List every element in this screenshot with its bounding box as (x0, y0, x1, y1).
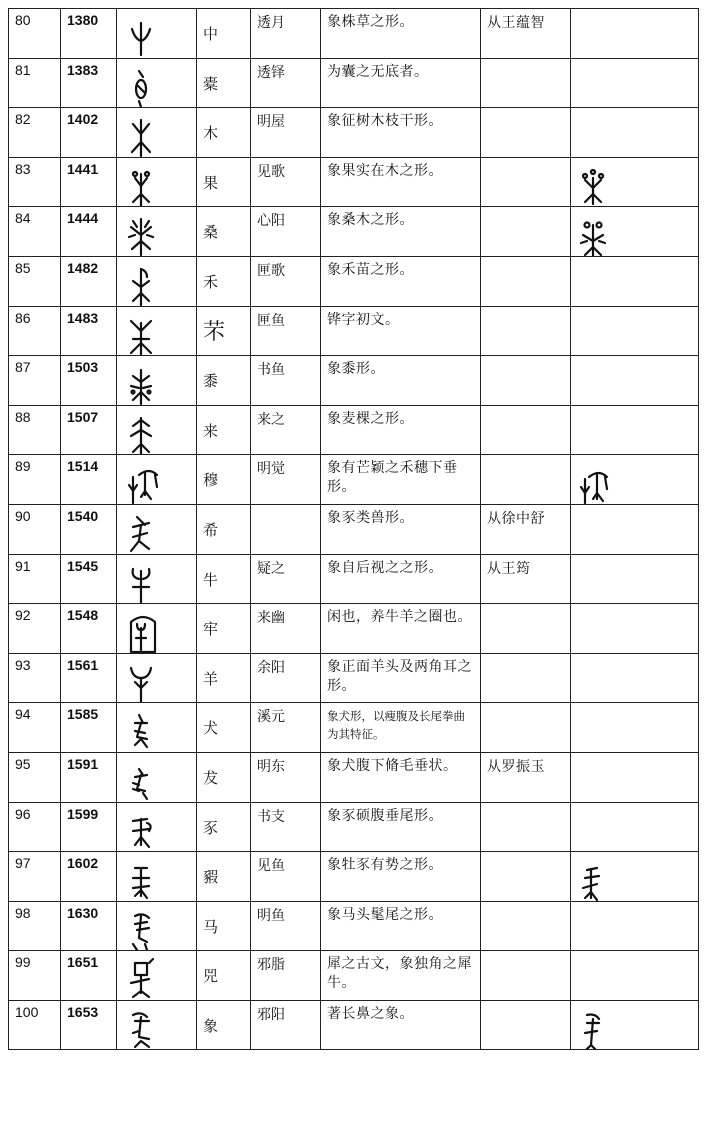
row-number: 85 (9, 256, 61, 306)
table-row (9, 604, 699, 654)
char-code: 1441 (61, 157, 117, 207)
variant-glyph-cell (571, 703, 699, 753)
oracle-glyph-quan-icon (127, 709, 161, 752)
variant-glyph-cell (571, 554, 699, 604)
description: 象有芒颖之禾穗下垂形。 (321, 455, 481, 505)
source-attribution: 从徐中舒 (481, 504, 571, 554)
oracle-glyph-lao-icon (127, 610, 161, 653)
char-code: 1507 (61, 405, 117, 455)
source-attribution (481, 58, 571, 108)
description: 象征树木枝干形。 (321, 108, 481, 158)
oracle-glyph-cell (117, 802, 197, 852)
oracle-glyph-zhong-icon (127, 15, 161, 58)
source-attribution (481, 356, 571, 406)
row-number: 94 (9, 703, 61, 753)
table-row (9, 455, 699, 505)
oracle-glyph-cell (117, 951, 197, 1001)
char-code: 1444 (61, 207, 117, 257)
char-code: 1653 (61, 1000, 117, 1050)
variant-glyph-cell (571, 504, 699, 554)
source-attribution (481, 653, 571, 703)
phonetic-category: 明鱼 (251, 901, 321, 951)
char-code: 1380 (61, 9, 117, 59)
phonetic-category: 明觉 (251, 455, 321, 505)
oracle-glyph-si-icon (127, 957, 161, 1000)
row-number: 99 (9, 951, 61, 1001)
modern-character: 犬 (197, 703, 251, 753)
row-number: 83 (9, 157, 61, 207)
char-code: 1383 (61, 58, 117, 108)
oracle-glyph-cell (117, 9, 197, 59)
modern-character: 羊 (197, 653, 251, 703)
phonetic-category: 透铎 (251, 58, 321, 108)
oracle-glyph-xi-icon (127, 511, 161, 554)
oracle-glyph-yang-icon (127, 660, 161, 703)
description: 象豕硕腹垂尾形。 (321, 802, 481, 852)
modern-character: 中 (197, 9, 251, 59)
oracle-glyph-niu-icon (127, 561, 161, 604)
description: 象桑木之形。 (321, 207, 481, 257)
oracle-glyph-cell (117, 207, 197, 257)
char-code: 1540 (61, 504, 117, 554)
description: 象禾苗之形。 (321, 256, 481, 306)
oracle-glyph-cell (117, 554, 197, 604)
phonetic-category: 透月 (251, 9, 321, 59)
variant-glyph-cell (571, 1000, 699, 1050)
row-number: 81 (9, 58, 61, 108)
oracle-glyph-he-icon (127, 263, 161, 306)
modern-character: 犮 (197, 752, 251, 802)
modern-character: 兕 (197, 951, 251, 1001)
row-number: 88 (9, 405, 61, 455)
oracle-glyph-ma-icon (127, 908, 161, 951)
description: 象株草之形。 (321, 9, 481, 59)
table-row (9, 256, 699, 306)
description: 为囊之无底者。 (321, 58, 481, 108)
variant-glyph-cell (571, 951, 699, 1001)
table-row (9, 9, 699, 59)
phonetic-category: 明屋 (251, 108, 321, 158)
description: 犀之古文，象独角之犀牛。 (321, 951, 481, 1001)
source-attribution: 从罗振玉 (481, 752, 571, 802)
oracle-glyph-cell (117, 256, 197, 306)
table-row (9, 108, 699, 158)
phonetic-category: 匣歌 (251, 256, 321, 306)
oracle-glyph-sang-icon (127, 213, 161, 256)
row-number: 82 (9, 108, 61, 158)
char-code: 1402 (61, 108, 117, 158)
modern-character: 希 (197, 504, 251, 554)
table-row (9, 554, 699, 604)
table-row (9, 802, 699, 852)
description: 闲也，养牛羊之圈也。 (321, 604, 481, 654)
phonetic-category (251, 504, 321, 554)
char-code: 1548 (61, 604, 117, 654)
modern-character: 橐 (197, 58, 251, 108)
variant-glyph-cell (571, 752, 699, 802)
oracle-glyph-cell (117, 157, 197, 207)
oracle-glyph-ba-icon (127, 759, 161, 802)
modern-character: 来 (197, 405, 251, 455)
oracle-glyph-cell (117, 703, 197, 753)
row-number: 89 (9, 455, 61, 505)
table-row (9, 901, 699, 951)
modern-character: 豕 (197, 802, 251, 852)
row-number: 97 (9, 852, 61, 902)
table-row (9, 703, 699, 753)
phonetic-category: 溪元 (251, 703, 321, 753)
char-code: 1545 (61, 554, 117, 604)
variant-glyph-cell (571, 58, 699, 108)
source-attribution (481, 951, 571, 1001)
source-attribution (481, 604, 571, 654)
variant-glyph-cell (571, 802, 699, 852)
description: 象果实在木之形。 (321, 157, 481, 207)
phonetic-category: 书鱼 (251, 356, 321, 406)
row-number: 87 (9, 356, 61, 406)
source-attribution (481, 405, 571, 455)
oracle-glyph-cell (117, 752, 197, 802)
oracle-variant-sang-icon (579, 217, 609, 256)
modern-character: 穆 (197, 455, 251, 505)
oracle-glyph-shu-icon (127, 362, 161, 405)
table-row (9, 852, 699, 902)
char-code: 1483 (61, 306, 117, 356)
table-row (9, 653, 699, 703)
oracle-glyph-cell (117, 356, 197, 406)
oracle-glyph-cell (117, 604, 197, 654)
source-attribution (481, 157, 571, 207)
table-row (9, 356, 699, 406)
modern-character: 木 (197, 108, 251, 158)
source-attribution (481, 703, 571, 753)
table-row (9, 752, 699, 802)
description: 象黍形。 (321, 356, 481, 406)
modern-character: 牢 (197, 604, 251, 654)
row-number: 91 (9, 554, 61, 604)
variant-glyph-cell (571, 405, 699, 455)
source-attribution: 从王筠 (481, 554, 571, 604)
char-code: 1585 (61, 703, 117, 753)
phonetic-category: 来幽 (251, 604, 321, 654)
oracle-glyph-cell (117, 58, 197, 108)
char-code: 1482 (61, 256, 117, 306)
table-row (9, 306, 699, 356)
row-number: 95 (9, 752, 61, 802)
oracle-glyph-jia-icon (127, 858, 161, 901)
description: 著长鼻之象。 (321, 1000, 481, 1050)
variant-glyph-cell (571, 157, 699, 207)
modern-character: 果 (197, 157, 251, 207)
oracle-glyph-mu-icon (127, 114, 161, 157)
modern-character: 牛 (197, 554, 251, 604)
phonetic-category: 见鱼 (251, 852, 321, 902)
row-number: 93 (9, 653, 61, 703)
modern-character: 豭 (197, 852, 251, 902)
variant-glyph-cell (571, 901, 699, 951)
oracle-glyph-mu2-icon (127, 461, 161, 504)
variant-glyph-cell (571, 455, 699, 505)
row-number: 92 (9, 604, 61, 654)
description: 象豕类兽形。 (321, 504, 481, 554)
source-attribution (481, 306, 571, 356)
oracle-glyph-hua-icon (127, 313, 161, 356)
table-row (9, 58, 699, 108)
modern-character: 黍 (197, 356, 251, 406)
phonetic-category: 邪阳 (251, 1000, 321, 1050)
oracle-variant-guo-icon (579, 168, 609, 207)
oracle-variant-mu2-icon (579, 465, 609, 504)
char-code: 1591 (61, 752, 117, 802)
phonetic-category: 心阳 (251, 207, 321, 257)
table-row (9, 207, 699, 257)
oracle-glyph-cell (117, 455, 197, 505)
char-code: 1599 (61, 802, 117, 852)
variant-glyph-cell (571, 604, 699, 654)
variant-glyph-cell (571, 653, 699, 703)
table-row (9, 157, 699, 207)
variant-glyph-cell (571, 256, 699, 306)
description: 象自后视之之形。 (321, 554, 481, 604)
description: 象麦棵之形。 (321, 405, 481, 455)
description: 象犬腹下脩毛垂状。 (321, 752, 481, 802)
oracle-variant-jia-icon (579, 862, 609, 901)
oracle-glyph-cell (117, 405, 197, 455)
variant-glyph-cell (571, 356, 699, 406)
variant-glyph-cell (571, 306, 699, 356)
character-table (8, 8, 699, 1050)
oracle-glyph-cell (117, 653, 197, 703)
phonetic-category: 见歌 (251, 157, 321, 207)
phonetic-category: 余阳 (251, 653, 321, 703)
source-attribution (481, 207, 571, 257)
source-attribution: 从王蕴智 (481, 9, 571, 59)
description: 象马头髦尾之形。 (321, 901, 481, 951)
row-number: 96 (9, 802, 61, 852)
char-code: 1561 (61, 653, 117, 703)
oracle-glyph-cell (117, 504, 197, 554)
phonetic-category: 疑之 (251, 554, 321, 604)
char-code: 1602 (61, 852, 117, 902)
oracle-glyph-guo-icon (127, 164, 161, 207)
variant-glyph-cell (571, 207, 699, 257)
row-number: 84 (9, 207, 61, 257)
oracle-glyph-cell (117, 901, 197, 951)
oracle-glyph-cell (117, 1000, 197, 1050)
table-row (9, 951, 699, 1001)
table-row (9, 1000, 699, 1050)
oracle-glyph-cell (117, 108, 197, 158)
description: 象牡豕有势之形。 (321, 852, 481, 902)
oracle-glyph-tuo-icon (127, 65, 161, 108)
modern-character: 象 (197, 1000, 251, 1050)
source-attribution (481, 108, 571, 158)
modern-character: 桑 (197, 207, 251, 257)
description: 铧字初文。 (321, 306, 481, 356)
variant-glyph-cell (571, 852, 699, 902)
source-attribution (481, 901, 571, 951)
modern-character: 禾 (197, 256, 251, 306)
modern-character: 马 (197, 901, 251, 951)
source-attribution (481, 802, 571, 852)
variant-glyph-cell (571, 9, 699, 59)
phonetic-category: 书支 (251, 802, 321, 852)
row-number: 86 (9, 306, 61, 356)
oracle-glyph-lai-icon (127, 412, 161, 455)
source-attribution (481, 852, 571, 902)
source-attribution (481, 1000, 571, 1050)
row-number: 100 (9, 1000, 61, 1050)
modern-character: 芣 (197, 306, 251, 356)
table-row (9, 405, 699, 455)
row-number: 98 (9, 901, 61, 951)
oracle-glyph-cell (117, 852, 197, 902)
row-number: 90 (9, 504, 61, 554)
oracle-variant-xiang-icon (579, 1011, 609, 1050)
row-number: 80 (9, 9, 61, 59)
phonetic-category: 来之 (251, 405, 321, 455)
source-attribution (481, 256, 571, 306)
oracle-glyph-shi-icon (127, 809, 161, 852)
oracle-glyph-xiang-icon (127, 1007, 161, 1050)
oracle-glyph-cell (117, 306, 197, 356)
phonetic-category: 邪脂 (251, 951, 321, 1001)
char-code: 1503 (61, 356, 117, 406)
variant-glyph-cell (571, 108, 699, 158)
char-code: 1630 (61, 901, 117, 951)
phonetic-category: 匣鱼 (251, 306, 321, 356)
description: 象正面羊头及两角耳之形。 (321, 653, 481, 703)
source-attribution (481, 455, 571, 505)
table-row (9, 504, 699, 554)
phonetic-category: 明东 (251, 752, 321, 802)
description: 象犬形，以瘦腹及长尾拳曲为其特征。 (321, 703, 481, 753)
char-code: 1514 (61, 455, 117, 505)
char-code: 1651 (61, 951, 117, 1001)
